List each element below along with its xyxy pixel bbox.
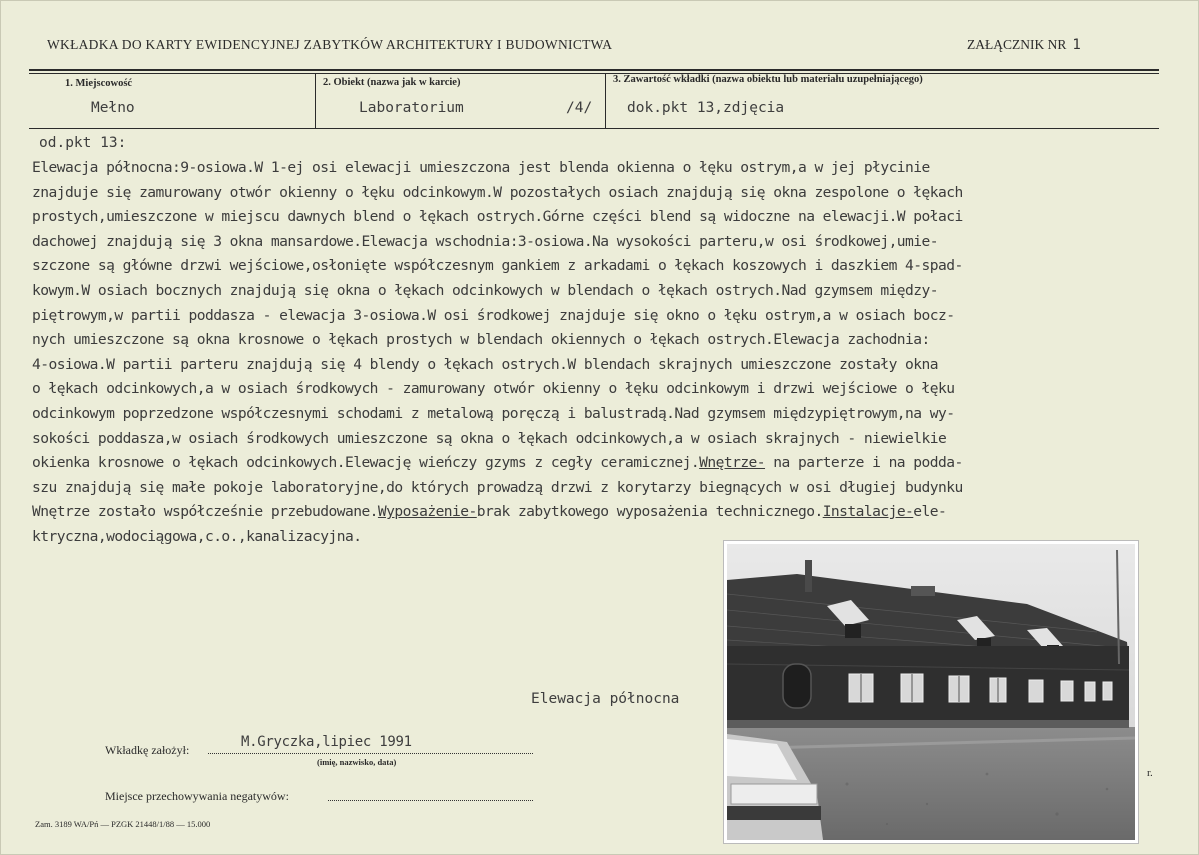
text-line: piętrowym,w partii poddasza - elewacja 3-osiowa.W osi środkowej znajduje się okno o łęku ostrym,a w osiach bocz- <box>32 306 955 324</box>
annex-label <box>967 37 1081 53</box>
annex-number: 1 <box>1072 37 1081 53</box>
text-line <box>32 451 1197 476</box>
created-by-label: Wkładkę założył: <box>105 743 190 757</box>
text-line: 4-osiowa.W partii parteru znajdują się 4 blendy o łękach ostrych.W blendach skrajnych umieszczone zostały okna <box>32 355 938 373</box>
annex-label-text: ZAŁĄCZNIK NR <box>967 37 1067 52</box>
corner-mark: r. <box>1147 767 1153 779</box>
fields-rule-bottom <box>29 128 1159 129</box>
section-installations-heading: Instalacje- <box>822 503 914 521</box>
form-title: WKŁADKA DO KARTY EWIDENCYJNEJ ZABYTKÓW ARCHITEKTURY I BUDOWNICTWA <box>47 37 613 52</box>
text-segment: okienka krosnowe o łękach odcinkowych.Elewację wieńczy gzyms z cegły ceramicznej. <box>32 454 700 472</box>
contents-value: dok.pkt 13,zdjęcia <box>627 100 785 116</box>
text-line: szczone są główne drzwi wejściowe,osłonięte współczesnym gankiem z arkadami o łękach koszowych i daszkiem 4-spad- <box>32 257 963 275</box>
object-label: 2. Obiekt (nazwa jak w karcie) <box>323 77 461 88</box>
field-divider-2 <box>605 73 606 128</box>
text-segment: brak zabytkowego wyposażenia technicznego. <box>476 503 823 521</box>
locality-value: Mełno <box>91 100 135 116</box>
text-segment: na parterze i na podda- <box>765 454 963 472</box>
text-line <box>32 500 1197 525</box>
object-value: Laboratorium <box>359 100 464 116</box>
created-by-value: M.Gryczka,lipiec 1991 <box>241 734 412 750</box>
negatives-storage-label: Miejsce przechowywania negatywów: <box>105 789 289 803</box>
text-line: kowym.W osiach bocznych znajdują się okna o łękach odcinkowych w blendach o łękach ostrych.Nad gzymsem między- <box>32 281 938 299</box>
field-divider-1 <box>315 73 316 128</box>
body-heading: od.pkt 13: <box>39 135 127 151</box>
header-rule-top2 <box>29 73 1159 74</box>
building-photo <box>724 541 1138 843</box>
photo-caption: Elewacja północna <box>531 691 680 707</box>
header-rule-top <box>29 69 1159 71</box>
created-by-note: (imię, nazwisko, data) <box>317 757 397 767</box>
text-line: Elewacja północna:9-osiowa.W 1-ej osi elewacji umieszczona jest blenda okienna o łęku ostrym,a w jej płycinie <box>32 159 930 176</box>
building-photo-image <box>727 544 1135 840</box>
text-line: szu znajdują się małe pokoje laboratoryjne,do których prowadzą drzwi z korytarzy biegnących w osi długiej budynku <box>32 478 963 496</box>
section-equipment-heading: Wyposażenie- <box>377 503 477 521</box>
text-segment: Wnętrze zostało współcześnie przebudowane. <box>32 503 378 521</box>
text-line: odcinkowym poprzedzone współczesnymi schodami z metalową poręczą i balustradą.Nad gzymsem międzypiętrowym,na wy- <box>32 404 955 422</box>
text-segment: ele- <box>913 503 947 521</box>
text-line: dachowej znajdują się 3 okna mansardowe.Elewacja wschodnia:3-osiowa.Na wysokości parteru,w osi środkowej,umie- <box>32 232 938 250</box>
text-line: o łękach odcinkowych,a w osiach środkowych - zamurowany otwór okienny o łęku odcinkowym i drzwi wejściowe o łęku <box>32 380 955 398</box>
form-code: Zam. 3189 WA/Pń — PZGK 21448/1/88 — 15.000 <box>35 819 211 829</box>
description-text <box>32 156 1197 550</box>
text-line: nych umieszczone są okna krosnowe o łękach prostych w blendach okiennych o łękach ostrych.Elewacja zachodnia: <box>32 331 930 349</box>
created-by-line <box>208 753 533 754</box>
contents-label: 3. Zawartość wkładki (nazwa obiektu lub materiału uzupełniającego) <box>613 74 923 85</box>
locality-label: 1. Miejscowość <box>65 78 133 89</box>
object-number: /4/ <box>566 100 593 116</box>
text-line: sokości poddasza,w osiach środkowych umieszczone są okna o łękach odcinkowych,a w osiach skrajnych - niewielkie <box>32 429 947 447</box>
section-interior-heading: Wnętrze- <box>699 454 766 472</box>
negatives-storage-line <box>328 800 533 801</box>
text-line: ktryczna,wodociągowa,c.o.,kanalizacyjna. <box>32 527 362 545</box>
text-line: prostych,umieszczone w miejscu dawnych blend o łękach ostrych.Górne części blend są widoczne na elewacji.W połaci <box>32 208 963 226</box>
text-line: znajduje się zamurowany otwór okienny o łęku odcinkowym.W pozostałych osiach znajdują się okna zespolone o łękach <box>32 183 963 201</box>
